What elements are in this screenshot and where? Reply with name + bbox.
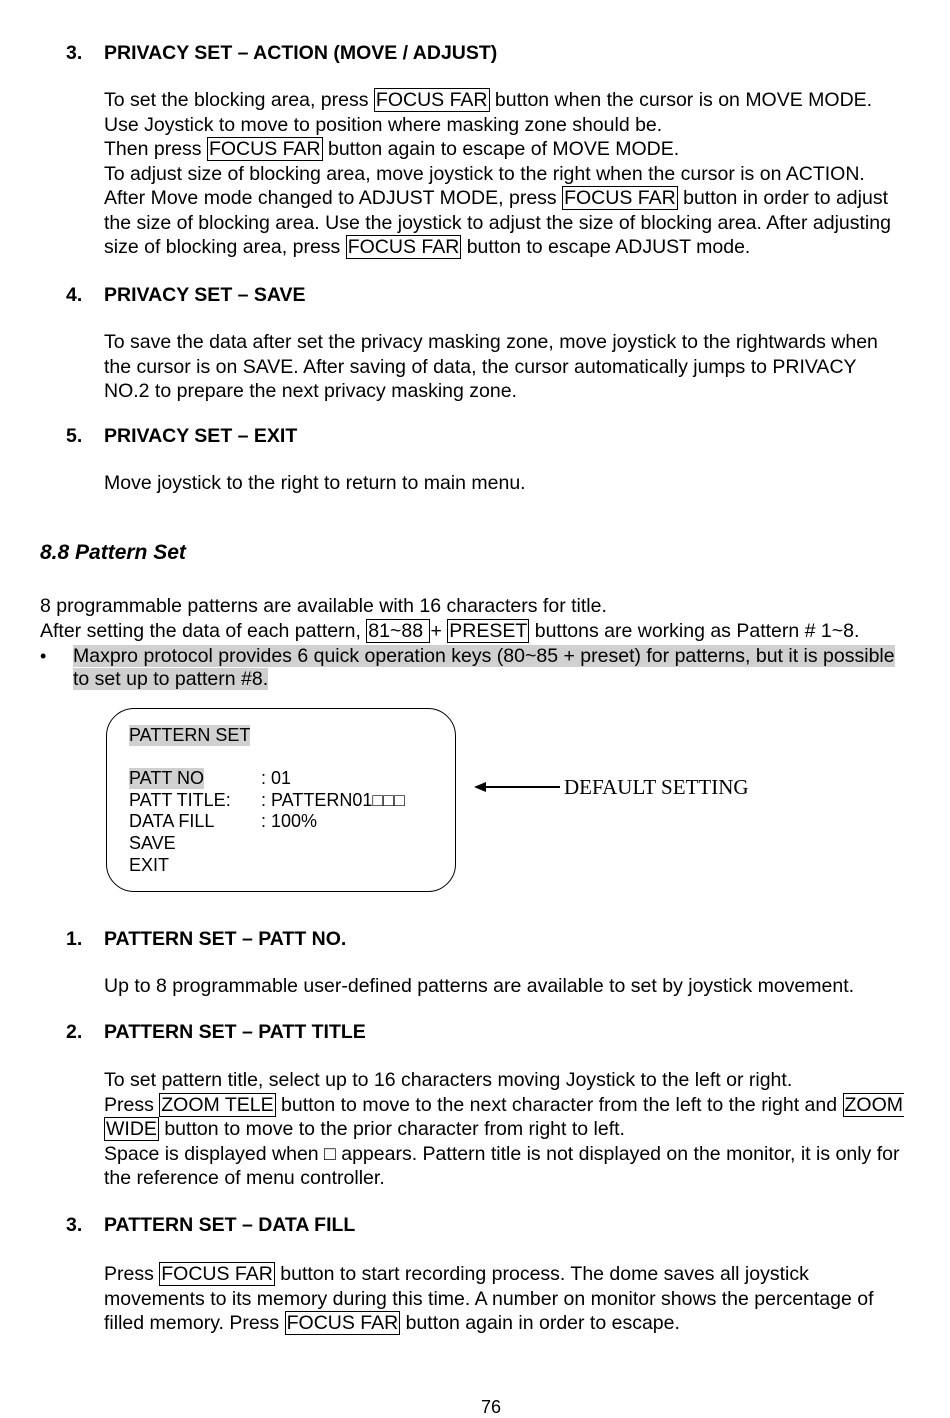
text-line: [104, 137, 891, 162]
text-span: filled memory. Press: [104, 1312, 285, 1334]
text-line: [104, 471, 526, 496]
text-line: [104, 974, 854, 999]
item-number: 3.: [66, 42, 83, 64]
text-line: [104, 1093, 904, 1118]
text-span: button to escape ADJUST mode.: [461, 236, 751, 258]
menu-row-label: PATT TITLE:: [129, 790, 231, 810]
text-span: After setting the data of each pattern,: [40, 619, 367, 642]
menu-save: SAVE: [129, 833, 176, 853]
key-label: ZOOM: [844, 1093, 903, 1116]
item-number: 4.: [66, 284, 83, 306]
menu-row-value: : 01: [261, 768, 292, 788]
menu-row-value: : PATTERN01□□□: [261, 790, 405, 810]
item-heading: PRIVACY SET – SAVE: [104, 284, 306, 306]
item-number: 3.: [66, 1214, 83, 1236]
paragraph: [104, 1068, 904, 1191]
text-line: [104, 1311, 874, 1336]
section-intro: [40, 594, 859, 643]
text-span: size of blocking area, press: [104, 236, 346, 258]
text-span: Then press: [104, 138, 207, 160]
text-span: Press: [104, 1263, 160, 1285]
pattern-set-menu: [106, 708, 456, 892]
text-span: Space is displayed when □ appears. Pattern title is not displayed on the monitor, it is only for: [104, 1142, 900, 1165]
text-span: +: [430, 619, 448, 642]
item-heading: PATTERN SET – PATT NO.: [104, 928, 347, 950]
text-span: button in order to adjust: [677, 187, 888, 209]
text-line: [104, 235, 891, 260]
text-span: To set the blocking area, press: [104, 89, 374, 111]
text-span: button to move to the prior character from right to left.: [158, 1118, 625, 1140]
bullet-icon: •: [40, 646, 47, 666]
paragraph: [104, 330, 878, 404]
item-heading: PATTERN SET – PATT TITLE: [104, 1021, 366, 1043]
text-line: [104, 1262, 874, 1287]
menu-row-label: PATT NO: [129, 768, 205, 788]
bullet-line: Maxpro protocol provides 6 quick operation keys (80~85 + preset) for patterns, but it is possible: [73, 645, 895, 667]
paragraph: [104, 974, 854, 999]
text-line: [104, 355, 878, 380]
item-heading: PRIVACY SET – EXIT: [104, 425, 298, 447]
text-line: [104, 379, 878, 404]
menu-row-label: DATA FILL: [129, 811, 215, 831]
item-number: 5.: [66, 425, 83, 447]
key-label: 81~88: [368, 619, 429, 642]
text-span: the reference of menu controller.: [104, 1167, 385, 1189]
text-line: [104, 1166, 904, 1191]
key-label: FOCUS FAR: [375, 89, 488, 111]
text-span: button again in order to escape.: [400, 1312, 680, 1334]
text-span: Use Joystick to move to position where masking zone should be.: [104, 113, 663, 136]
key-label: FOCUS FAR: [564, 187, 676, 209]
text-span: button when the cursor is on MOVE MODE.: [489, 89, 873, 111]
text-line: [40, 619, 859, 644]
key-label: FOCUS FAR: [347, 236, 460, 258]
text-span: To save the data after set the privacy masking zone, move joystick to the rightwards when: [104, 331, 878, 353]
text-span: NO.2 to prepare the next privacy masking zone.: [104, 380, 517, 402]
default-setting-label: DEFAULT SETTING: [564, 775, 749, 799]
key-label: ZOOM TELE: [161, 1093, 274, 1116]
bullet-line: to set up to pattern #8.: [73, 668, 269, 690]
paragraph: [104, 471, 526, 496]
paragraph: [104, 1262, 874, 1336]
text-line: [104, 162, 891, 187]
section-title: 8.8 Pattern Set: [40, 541, 186, 564]
menu-row-value: : 100%: [261, 811, 318, 831]
key-label: FOCUS FAR: [286, 1312, 399, 1334]
text-span: Up to 8 programmable user-defined patterns are available to set by joystick movement.: [104, 975, 855, 997]
text-line: [104, 186, 891, 211]
text-span: button to start recording process. The dome saves all joystick: [274, 1263, 809, 1285]
left-arrow-icon: [474, 777, 562, 803]
item-heading: PATTERN SET – DATA FILL: [104, 1214, 356, 1236]
text-line: [104, 1142, 904, 1167]
text-line: [40, 594, 859, 619]
text-span: movements to its memory during this time. A number on monitor shows the percentage of: [104, 1287, 874, 1310]
key-label: FOCUS FAR: [161, 1263, 273, 1285]
item-number: 2.: [66, 1021, 83, 1043]
text-span: buttons are working as Pattern # 1~8.: [529, 619, 860, 642]
item-number: 1.: [66, 928, 83, 950]
paragraph: [104, 88, 891, 260]
text-span: button to move to the next character from the left to the right and: [275, 1093, 843, 1116]
text-span: Move joystick to the right to return to main menu.: [104, 472, 526, 494]
text-span: the size of blocking area. Use the joystick to adjust the size of blocking area. After adjusting: [104, 211, 891, 234]
text-line: [104, 330, 878, 355]
text-span: 8 programmable patterns are available with 16 characters for title.: [40, 595, 607, 617]
text-line: [104, 1117, 904, 1142]
text-line: [104, 1068, 904, 1093]
text-line: [104, 211, 891, 236]
menu-title: PATTERN SET: [129, 725, 251, 745]
text-span: To adjust size of blocking area, move joystick to the right when the cursor is on ACTION.: [104, 162, 865, 185]
text-line: [104, 88, 891, 113]
text-span: button again to escape of MOVE MODE.: [322, 138, 680, 160]
item-heading: PRIVACY SET – ACTION (MOVE / ADJUST): [104, 42, 498, 64]
text-span: After Move mode changed to ADJUST MODE, press: [104, 187, 563, 209]
page-number: 76: [481, 1397, 502, 1417]
text-line: [104, 1287, 874, 1312]
text-line: [104, 113, 891, 138]
bullet-note: [73, 645, 895, 691]
text-span: the cursor is on SAVE. After saving of data, the cursor automatically jumps to PRIVACY: [104, 355, 857, 378]
menu-exit: EXIT: [129, 855, 170, 875]
key-label: FOCUS FAR: [208, 138, 321, 160]
key-label: WIDE: [106, 1118, 157, 1140]
text-span: Press: [104, 1093, 160, 1116]
key-label: PRESET: [449, 619, 528, 642]
text-span: To set pattern title, select up to 16 characters moving Joystick to the left or right.: [104, 1069, 793, 1091]
